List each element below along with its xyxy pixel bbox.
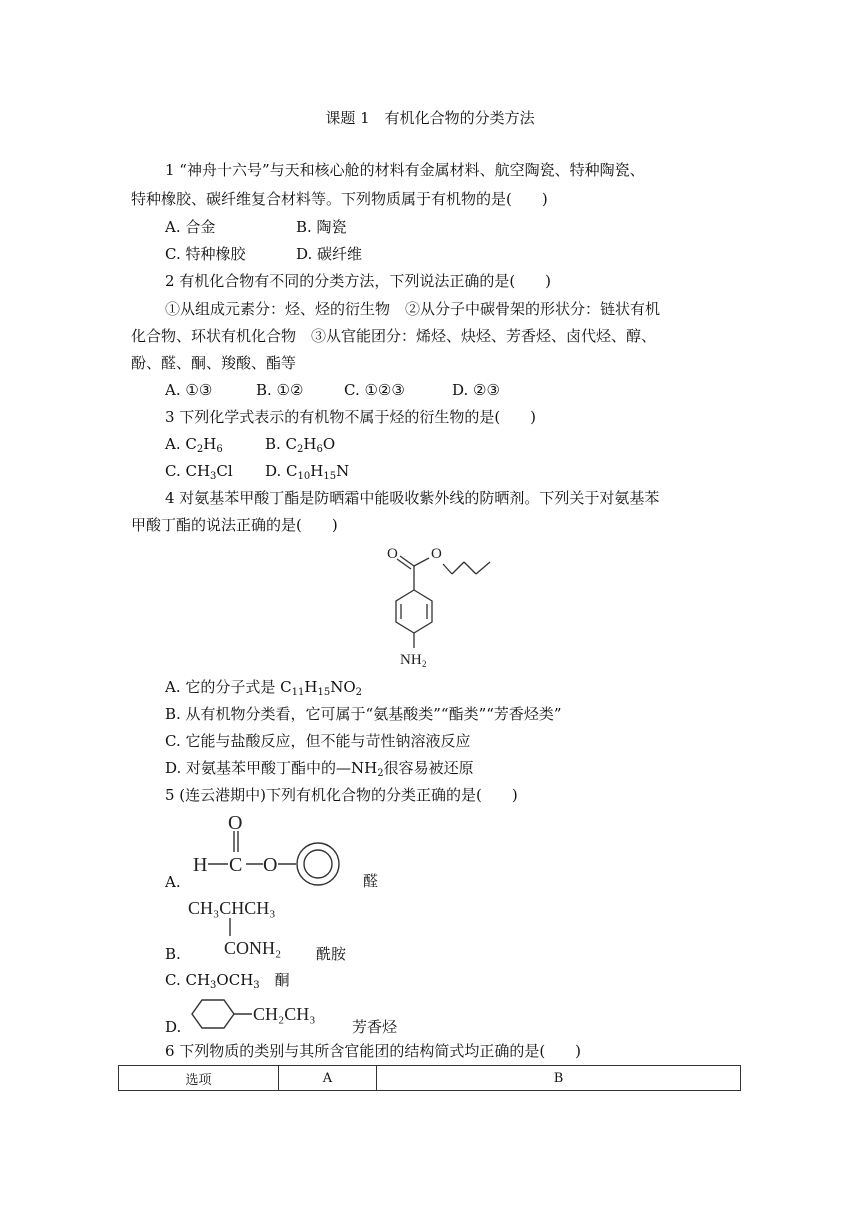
q5-option-b-structure <box>186 892 306 962</box>
page-title: 课题 1 有机化合物的分类方法 <box>325 109 535 127</box>
q3-stem: 3 下列化学式表示的有机物不属于烃的衍生物的是( ) <box>165 408 537 426</box>
q5-stem: 5 (连云港期中)下列有机化合物的分类正确的是( ) <box>165 786 518 804</box>
q5-option-d-class: 芳香烃 <box>352 1018 398 1036</box>
q4-stem-line2: 甲酸丁酯的说法正确的是( ) <box>131 516 338 534</box>
q4-option-c: C. 它能与盐酸反应，但不能与苛性钠溶液反应 <box>165 732 471 750</box>
q1-option-c: C. 特种橡胶 <box>165 245 246 263</box>
q1-option-d: D. 碳纤维 <box>296 245 363 263</box>
q2-stem-line2: ①从组成元素分：烃、烃的衍生物 ②从分子中碳骨架的形状分：链状有机 <box>165 300 661 318</box>
q4-structure-diagram <box>380 540 510 668</box>
q2-option-a: A. ①③ <box>165 381 213 399</box>
q4-structure-o2: O <box>431 546 442 562</box>
q2-option-b: B. ①② <box>256 381 304 399</box>
q5-option-d-label: D. <box>165 1018 182 1036</box>
q5-a-c: C <box>229 854 243 876</box>
q2-stem-line4: 酚、醛、酮、羧酸、酯等 <box>131 354 297 372</box>
table-header-option: 选项 <box>119 1066 279 1091</box>
q1-option-b: B. 陶瓷 <box>296 218 347 236</box>
q4-structure-nh: NH <box>400 652 422 668</box>
q3-option-d: D. $C_{10}H_{15}N$ <box>265 462 350 482</box>
q4-option-d: D. 对氨基苯甲酸丁酯中的$—NH_2$很容易被还原 <box>165 759 474 779</box>
q5-a-h: H <box>193 854 208 876</box>
q4-stem-line1: 4 对氨基苯甲酸丁酯是防晒霜中能吸收紫外线的防晒剂。下列关于对氨基苯 <box>165 489 660 507</box>
q4-option-a: A. 它的分子式是 $C_{11}H_{15}NO_2$ <box>165 678 362 698</box>
q6-options-table <box>118 1065 741 1091</box>
q6-stem: 6 下列物质的类别与其所含官能团的结构简式均正确的是( ) <box>165 1042 582 1060</box>
q2-stem-line1: 2 有机化合物有不同的分类方法，下列说法正确的是( ) <box>165 272 552 290</box>
q1-stem-line1: 1 “神舟十六号”与天和核心舱的材料有金属材料、航空陶瓷、特种陶瓷、 <box>165 161 645 179</box>
q5-a-o: O <box>263 854 278 876</box>
q4-structure-nh-sub: 2 <box>422 659 427 668</box>
q5-option-b-class: 酰胺 <box>316 945 347 963</box>
q5-b-top: CH₃CHCH₃ <box>188 898 276 918</box>
q2-stem-line3: 化合物、环状有机化合物 ③从官能团分：烯烃、炔烃、芳香烃、卤代烃、醇、 <box>131 327 657 345</box>
q5-option-a-class: 醛 <box>363 872 379 890</box>
q1-option-a: A. 合金 <box>165 218 216 236</box>
q3-option-a: A. $C_2H_6$ <box>165 435 223 455</box>
q5-a-o-top: O <box>228 812 243 834</box>
table-header-b: B <box>377 1066 741 1091</box>
table-row <box>119 1066 741 1091</box>
q5-d-chain: CH₂CH₃ <box>253 1004 316 1024</box>
q2-option-d: D. ②③ <box>452 381 500 399</box>
q5-option-b-label: B. <box>165 945 181 963</box>
table-header-a: A <box>279 1066 377 1091</box>
q1-stem-line2: 特种橡胶、碳纤维复合材料等。下列物质属于有机物的是( ) <box>131 190 548 208</box>
q5-option-d-structure <box>186 990 346 1040</box>
q3-option-b: B. $C_2H_6O$ <box>265 435 336 455</box>
q2-option-c: C. ①②③ <box>344 381 405 399</box>
q4-structure-o1: O <box>387 546 398 562</box>
q5-b-bottom: CONH₂ <box>224 938 282 958</box>
q5-option-a-structure <box>190 810 350 890</box>
q5-option-a-label: A. <box>165 873 181 891</box>
q3-option-c: C. $CH_3Cl$ <box>165 462 233 482</box>
q4-option-b: B. 从有机物分类看，它可属于“氨基酸类”“酯类”“芳香烃类” <box>165 705 562 723</box>
q5-option-c: C. $CH_3OCH_3$ 酮 <box>165 971 290 991</box>
